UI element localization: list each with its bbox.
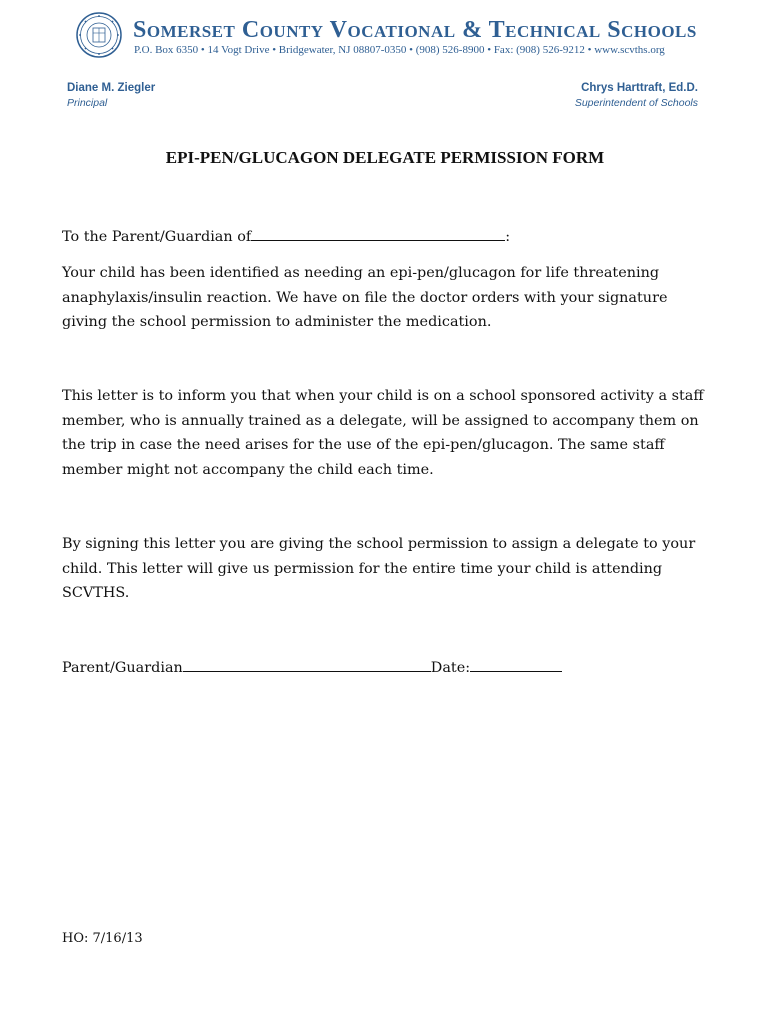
signature-label: Parent/Guardian [62,660,183,676]
principal-name: Diane M. Ziegler [67,82,156,94]
superintendent-name: Chrys Harttraft, Ed.D. [581,82,698,94]
salutation-line [62,224,510,250]
signature-blank[interactable] [183,655,431,672]
paragraph-2: This letter is to inform you that when your child is on a school sponsored activity a staff member, who is annually trained as a delegate, will be assigned to accompany them on the trip in case the need arises for the use of the epi-pen/glucagon. The same staff member might not accompany the child each time. [62,388,704,478]
school-seal-icon [76,12,122,58]
school-address: P.O. Box 6350 • 14 Vogt Drive • Bridgewater, NJ 08807-0350 • (908) 526-8900 • Fax: (908) 526-9212 • www.scvths.org [134,44,665,56]
date-label: Date: [430,660,471,676]
date-blank[interactable] [470,655,562,672]
signature-line [62,655,562,681]
school-name: Somerset County Vocational & Technical Schools [133,17,697,43]
child-name-blank[interactable] [251,224,505,241]
paragraph-1: Your child has been identified as needing an epi-pen/glucagon for life threatening anaphylaxis/insulin reaction. We have on file the doctor orders with your signature giving the school permission to administer the medication. [62,265,668,331]
footer-code: HO: 7/16/13 [62,931,143,946]
salutation-suffix: : [505,229,511,245]
superintendent-title: Superintendent of Schools [574,97,698,109]
paragraph-3: By signing this letter you are giving the school permission to assign a delegate to your child. This letter will give us permission for the entire time your child is attending SCVTHS. [62,536,696,602]
principal-title: Principal [67,97,108,109]
salutation-prefix: To the Parent/Guardian of [62,229,252,245]
form-title: EPI-PEN/GLUCAGON DELEGATE PERMISSION FORM [165,148,605,167]
